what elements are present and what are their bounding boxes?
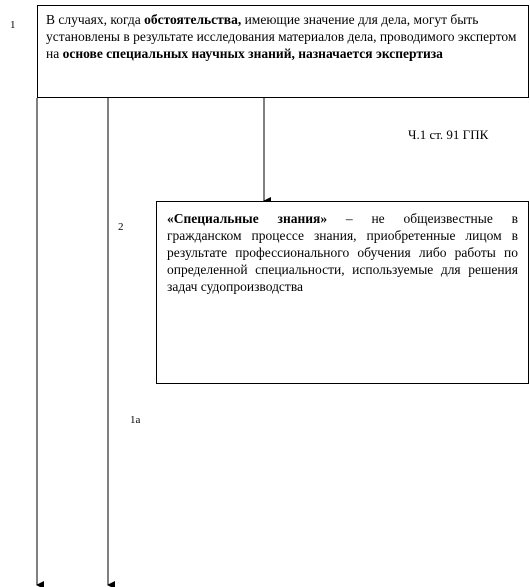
law-reference: Ч.1 ст. 91 ГПК: [408, 127, 489, 142]
box1-bold-2: основе специальных научных знаний, назначается экспертиза: [62, 46, 443, 61]
box2-definition: – не общеизвестные в гражданском процессе знания, приобретенные лицом в результате профессионального обучения либо работы по определенной специальности, используемые для решения задач судопроизводства: [167, 211, 518, 294]
box2-term: «Специальные знания»: [167, 211, 328, 226]
label-1: 1: [10, 19, 16, 31]
special-knowledge-box: [156, 201, 529, 384]
expertise-condition-box: [37, 5, 529, 98]
box1-bold-1: обстоятельства,: [144, 12, 242, 27]
box1-text-2: имеющие значение для дела, могут быть установлены в результате исследования материалов дела, проводимого экспертом на: [46, 12, 517, 61]
box1-text-1: В случаях, когда: [46, 12, 145, 27]
label-1a: 1a: [130, 414, 141, 426]
label-2: 2: [118, 221, 124, 233]
